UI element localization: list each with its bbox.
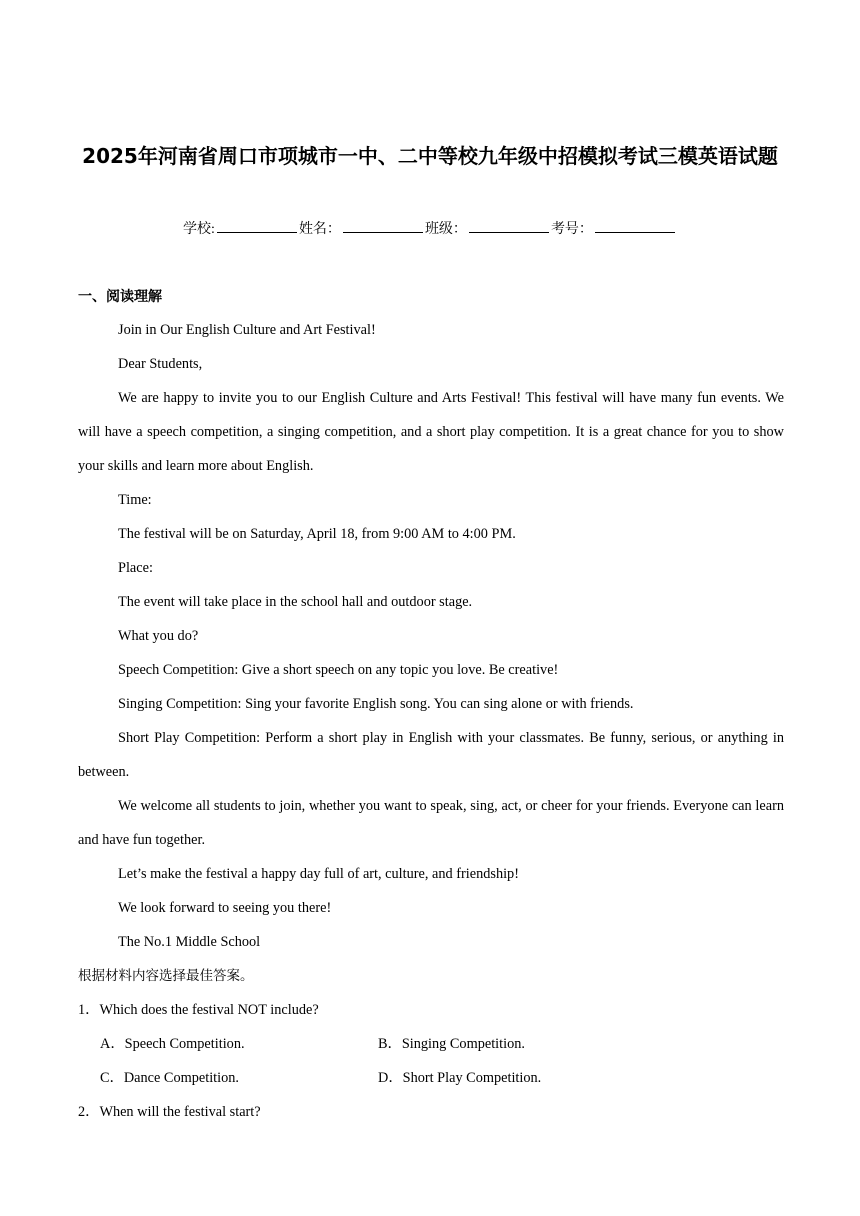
signature: The No.1 Middle School bbox=[118, 934, 261, 950]
instruction: 根据材料内容选择最佳答案。 bbox=[78, 968, 254, 984]
option-c[interactable]: C．Dance Competition. bbox=[100, 1070, 239, 1086]
passage-intro: We are happy to invite you to our English Culture and Arts Festival! This festival will have many fun events. We will have a speech competition, a singing competition, and a short play competition. It is a great chance for you to show your skills and learn more about English. bbox=[78, 390, 784, 474]
lets-paragraph: Let’s make the festival a happy day full of art, culture, and friendship! bbox=[118, 866, 519, 882]
option-row bbox=[78, 1027, 784, 1061]
section-heading: 一、阅读理解 bbox=[78, 289, 162, 305]
forward-paragraph: We look forward to seeing you there! bbox=[118, 900, 332, 916]
speech-item: Speech Competition: Give a short speech on any topic you love. Be creative! bbox=[118, 662, 559, 678]
name-blank[interactable] bbox=[343, 218, 423, 233]
welcome-paragraph: We welcome all students to join, whether you want to speak, sing, act, or cheer for your friends. Everyone can learn and have fun together. bbox=[78, 798, 784, 848]
question-stem: 2．When will the festival start? bbox=[78, 1104, 261, 1120]
option-a[interactable]: A．Speech Competition. bbox=[100, 1036, 245, 1052]
passage-greeting: Dear Students, bbox=[118, 356, 203, 372]
exam-number-blank[interactable] bbox=[595, 218, 675, 233]
play-item: Short Play Competition: Perform a short play in English with your classmates. Be funny, serious, or anything in between. bbox=[78, 730, 784, 780]
exam-number-label: 考号： bbox=[550, 222, 593, 237]
passage-title: Join in Our English Culture and Art Festival! bbox=[118, 322, 376, 338]
time-label: Time: bbox=[118, 492, 152, 508]
student-info-line bbox=[0, 218, 860, 240]
what-label: What you do? bbox=[118, 628, 199, 644]
option-d[interactable]: D．Short Play Competition. bbox=[378, 1070, 542, 1086]
reading-passage bbox=[78, 313, 784, 1129]
class-label: 班级： bbox=[424, 222, 467, 237]
question-stem: 1．Which does the festival NOT include? bbox=[78, 1002, 319, 1018]
singing-item: Singing Competition: Sing your favorite English song. You can sing alone or with friends. bbox=[118, 696, 634, 712]
option-b[interactable]: B．Singing Competition. bbox=[378, 1036, 525, 1052]
class-blank[interactable] bbox=[469, 218, 549, 233]
option-row bbox=[78, 1061, 784, 1095]
place-label: Place: bbox=[118, 560, 153, 576]
page-title: 2025年河南省周口市项城市一中、二中等校九年级中招模拟考试三模英语试题 bbox=[82, 144, 778, 168]
place-text: The event will take place in the school hall and outdoor stage. bbox=[118, 594, 473, 610]
time-text: The festival will be on Saturday, April 18, from 9:00 AM to 4:00 PM. bbox=[118, 526, 516, 542]
name-label: 姓名： bbox=[298, 222, 341, 237]
school-blank[interactable] bbox=[217, 218, 297, 233]
school-label: 学校: bbox=[183, 222, 215, 237]
